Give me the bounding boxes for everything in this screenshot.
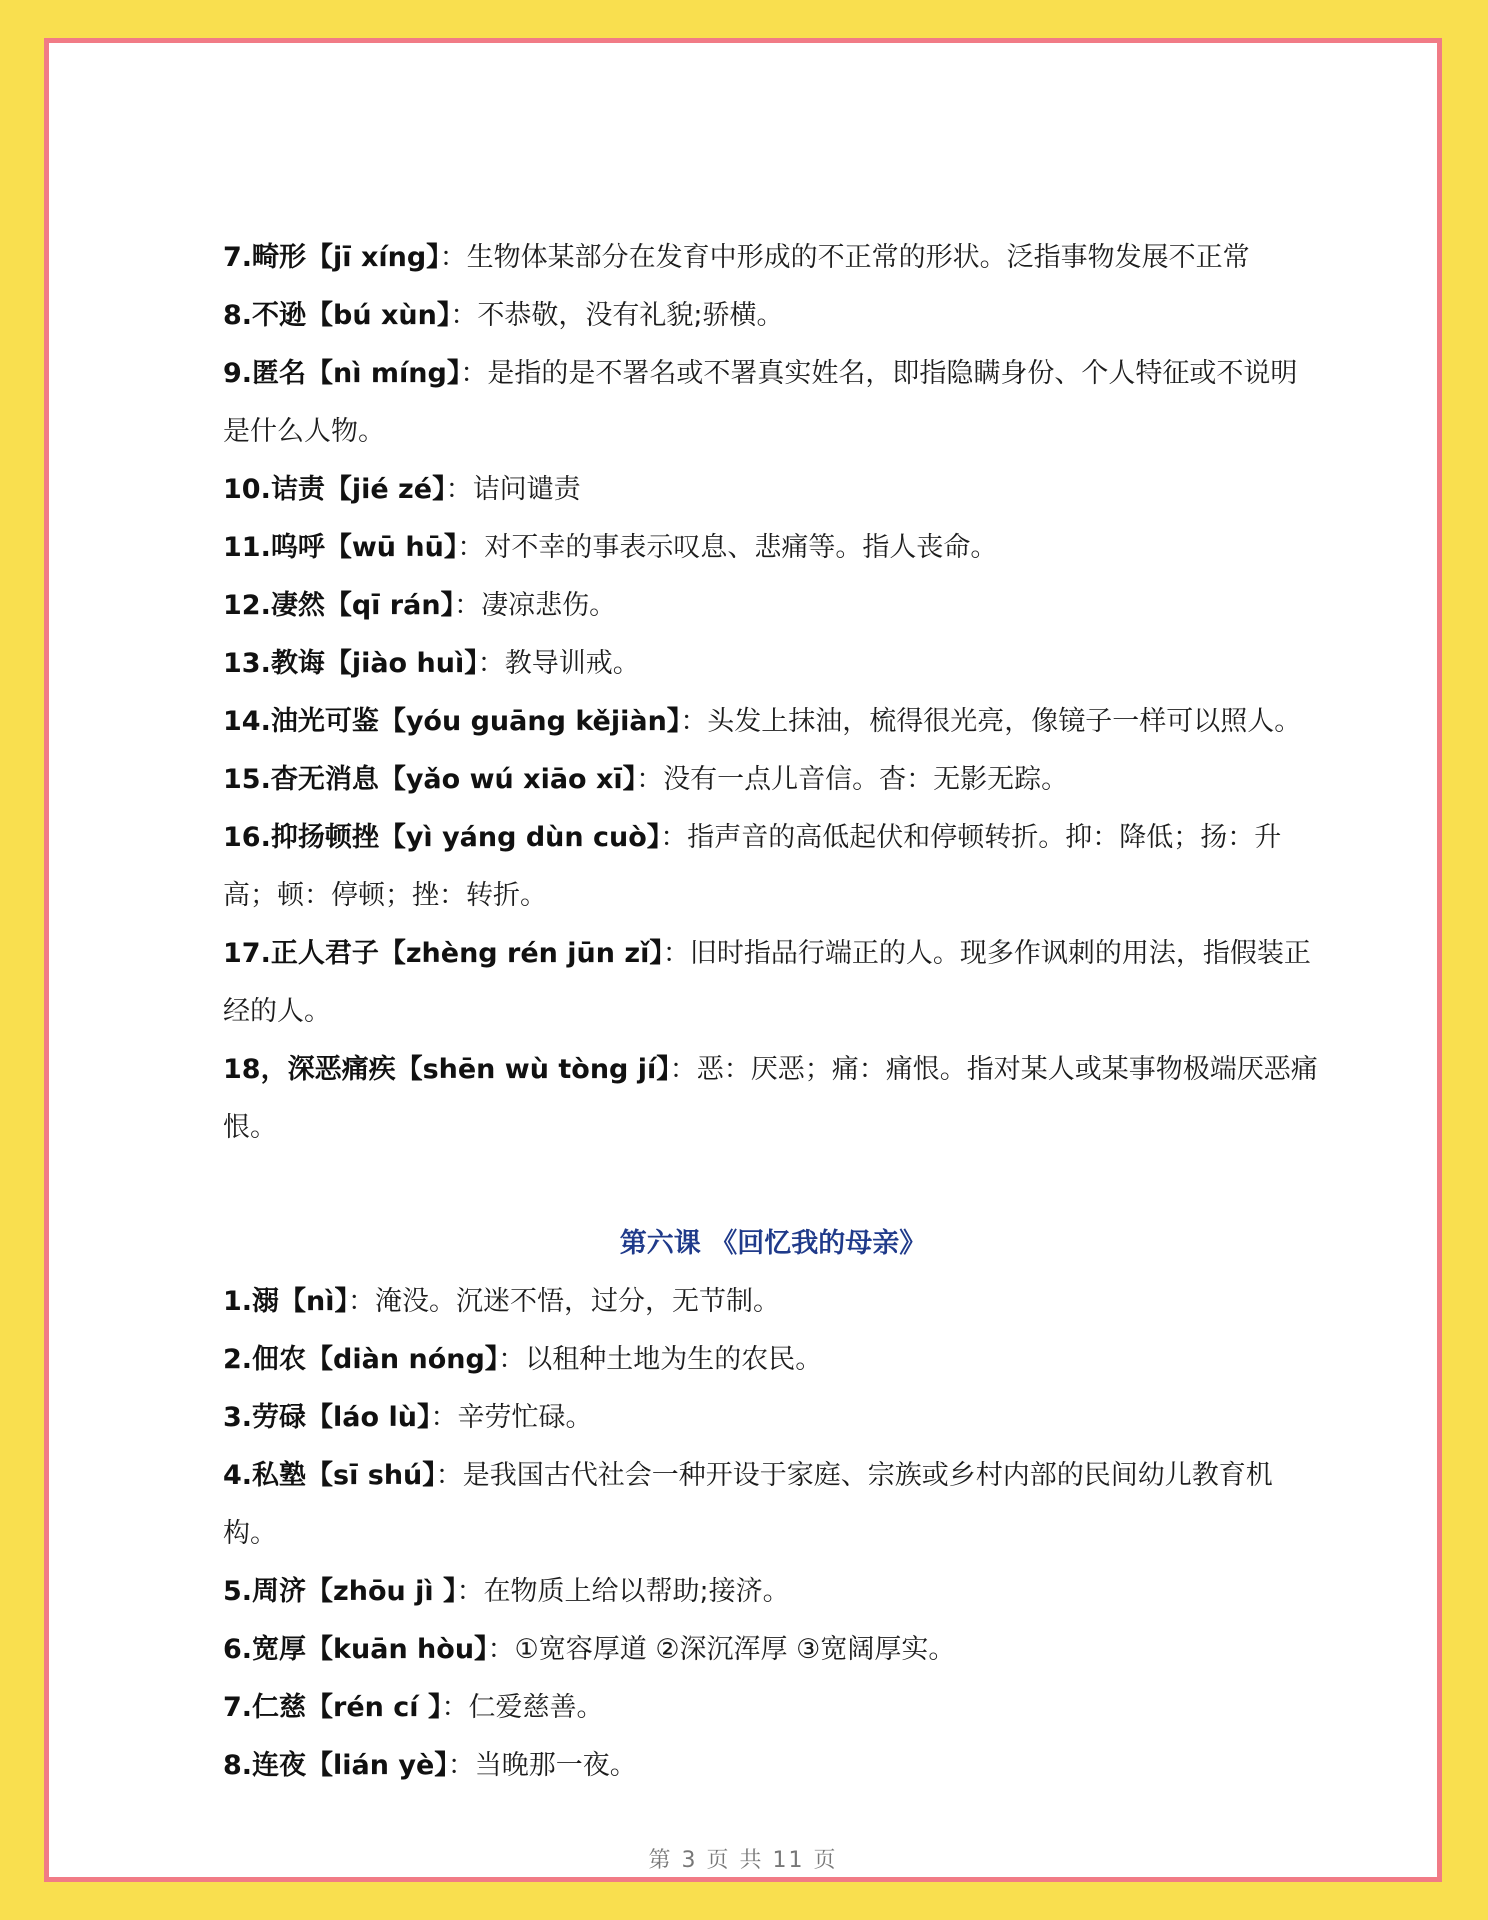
entry-definition: ：恶：厌恶；痛：痛恨。指对某人或某事物极端厌恶痛恨。 <box>223 1054 1318 1143</box>
entry-term: 3.劳碌【láo lù】 <box>223 1402 431 1433</box>
vocab-entry <box>223 751 1323 809</box>
vocab-entry <box>223 1679 1323 1737</box>
entry-term: 16.抑扬顿挫【yì yáng dùn cuò】 <box>223 822 661 853</box>
entry-definition: ：诘问谴责 <box>445 474 581 505</box>
entry-term: 12.凄然【qī rán】 <box>223 590 455 621</box>
vocab-entry <box>223 1041 1323 1157</box>
entry-definition: ：旧时指品行端正的人。现多作讽刺的用法，指假装正经的人。 <box>223 938 1311 1027</box>
entry-definition: ：①宽容厚道 ②深沉浑厚 ③宽阔厚实。 <box>487 1634 956 1665</box>
vocab-entry <box>223 577 1323 635</box>
entry-definition: ：不恭敬，没有礼貌;骄横。 <box>450 300 784 331</box>
vocab-entry <box>223 925 1323 1041</box>
entry-term: 7.畸形【jī xíng】 <box>223 242 440 273</box>
vocab-list-lesson6 <box>223 1273 1323 1795</box>
vocab-list-lesson5 <box>223 229 1323 1157</box>
vocab-entry <box>223 287 1323 345</box>
entry-term: 14.油光可鉴【yóu guāng kějiàn】 <box>223 706 681 737</box>
entry-definition: ：当晚那一夜。 <box>447 1750 637 1781</box>
entry-term: 4.私塾【sī shú】 <box>223 1460 436 1491</box>
vocab-entry <box>223 1389 1323 1447</box>
entry-term: 17.正人君子【zhèng rén jūn zǐ】 <box>223 938 663 969</box>
vocab-entry <box>223 635 1323 693</box>
vocab-entry <box>223 693 1323 751</box>
entry-definition: ：淹没。沉迷不悟，过分，无节制。 <box>348 1286 781 1317</box>
section-spacer <box>223 1157 1323 1215</box>
entry-term: 13.教诲【jiào huì】 <box>223 648 478 679</box>
section-title: 第六课 《回忆我的母亲》 <box>619 1228 927 1259</box>
entry-definition: ：是我国古代社会一种开设于家庭、宗族或乡村内部的民间幼儿教育机构。 <box>223 1460 1273 1549</box>
vocab-entry <box>223 461 1323 519</box>
entry-definition: ：生物体某部分在发育中形成的不正常的形状。泛指事物发展不正常 <box>439 242 1250 273</box>
entry-term: 2.佃农【diàn nóng】 <box>223 1344 499 1375</box>
entry-definition: ：教导训戒。 <box>477 648 640 679</box>
vocab-entry <box>223 229 1323 287</box>
entry-definition: ：对不幸的事表示叹息、悲痛等。指人丧命。 <box>457 532 998 563</box>
vocab-entry <box>223 519 1323 577</box>
entry-definition: ：辛劳忙碌。 <box>430 1402 593 1433</box>
vocab-entry <box>223 1331 1323 1389</box>
entry-definition: ：以租种土地为生的农民。 <box>498 1344 823 1375</box>
vocab-entry <box>223 809 1323 925</box>
entry-term: 8.不逊【bú xùn】 <box>223 300 451 331</box>
entry-term: 8.连夜【lián yè】 <box>223 1750 448 1781</box>
entry-term: 5.周济【zhōu jì 】 <box>223 1576 457 1607</box>
vocab-entry <box>223 345 1323 461</box>
vocab-entry <box>223 1447 1323 1563</box>
entry-term: 1.溺【nì】 <box>223 1286 349 1317</box>
entry-term: 7.仁慈【rén cí 】 <box>223 1692 442 1723</box>
page-content <box>223 229 1323 1795</box>
entry-term: 18，深恶痛疾【shēn wù tòng jí】 <box>223 1054 670 1085</box>
page-number-footer: 第 3 页 共 11 页 <box>648 1848 838 1873</box>
vocab-entry <box>223 1737 1323 1795</box>
vocab-entry <box>223 1273 1323 1331</box>
entry-definition: ：没有一点儿音信。杳：无影无踪。 <box>636 764 1069 795</box>
entry-definition: ：在物质上给以帮助;接济。 <box>456 1576 790 1607</box>
entry-term: 9.匿名【nì míng】 <box>223 358 461 389</box>
entry-definition: ：指声音的高低起伏和停顿转折。抑：降低；扬：升高；顿：停顿；挫：转折。 <box>223 822 1282 911</box>
entry-definition: ：凄凉悲伤。 <box>454 590 617 621</box>
document-page <box>44 38 1442 1882</box>
entry-definition: ：仁爱慈善。 <box>441 1692 604 1723</box>
entry-definition: ：头发上抹油，梳得很光亮，像镜子一样可以照人。 <box>680 706 1302 737</box>
entry-term: 6.宽厚【kuān hòu】 <box>223 1634 488 1665</box>
vocab-entry <box>223 1621 1323 1679</box>
entry-term: 15.杳无消息【yǎo wú xiāo xī】 <box>223 764 637 795</box>
entry-term: 11.呜呼【wū hū】 <box>223 532 458 563</box>
entry-term: 10.诘责【jié zé】 <box>223 474 446 505</box>
vocab-entry <box>223 1563 1323 1621</box>
entry-definition: ：是指的是不署名或不署真实姓名，即指隐瞒身份、个人特征或不说明是什么人物。 <box>223 358 1298 447</box>
